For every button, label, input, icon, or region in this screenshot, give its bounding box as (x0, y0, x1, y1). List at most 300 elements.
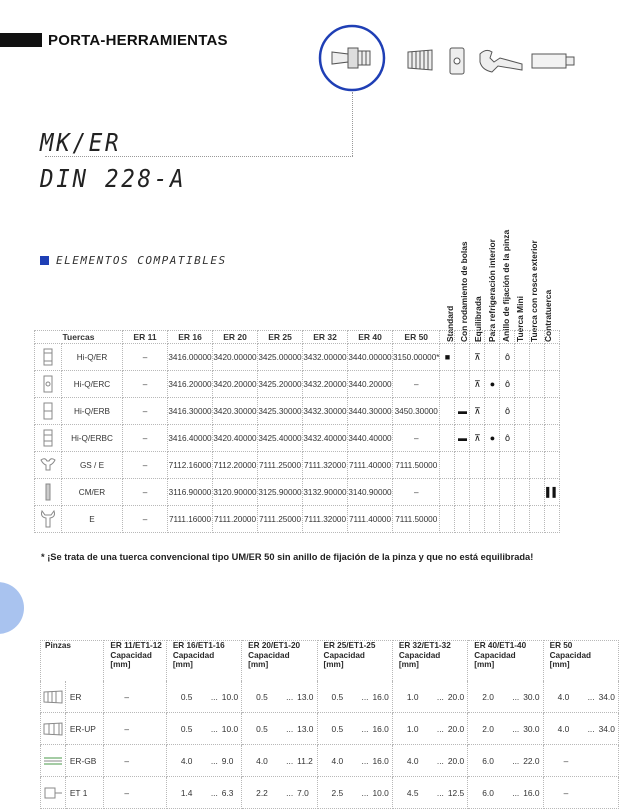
capacity-min: 0.5 (331, 723, 344, 734)
feature-mark (515, 371, 530, 398)
footnote: * ¡Se trata de una tuerca convencional tipo UM/ER 50 sin anillo de fijación de la pinza y que no está equilibrada! (41, 552, 534, 562)
nut-hiq-erbc-icon (35, 425, 62, 452)
feature-mark: ⊼ (470, 425, 485, 452)
product-title-line1: MK/ER (40, 128, 122, 157)
nuts-header-row (35, 331, 560, 344)
collet-icon[interactable] (404, 44, 436, 76)
collet-unit: [mm] (248, 660, 269, 669)
nut-part-number: 3420.20000 (213, 371, 258, 398)
capacity-sep: ... (210, 723, 218, 734)
nuts-col-header: ER 25 (258, 331, 303, 344)
capacity-sep: ... (512, 755, 520, 766)
collet-capacity (317, 681, 392, 713)
toolholder-icon-highlighted[interactable] (318, 24, 386, 92)
collet-capacity (166, 777, 241, 809)
feature-mark (530, 479, 545, 506)
feature-col (530, 331, 545, 344)
nut-part-number: 3432.20000 (303, 371, 348, 398)
nut-name: E (62, 506, 123, 533)
capacity-max: 16.0 (372, 723, 389, 734)
nuts-col-header: ER 50 (393, 331, 440, 344)
feature-mark: ● (485, 371, 500, 398)
capacity-min: 2.2 (256, 787, 268, 798)
collet-et1-icon (41, 777, 66, 809)
capacity-sep: ... (361, 691, 369, 702)
collets-col-header (543, 641, 618, 682)
capacity-max: 12.5 (447, 787, 465, 798)
feature-mark (485, 506, 500, 533)
feature-header: Con rodamiento de bolas (459, 241, 469, 342)
feature-header: Equilibrada (473, 296, 483, 342)
feature-mark (455, 371, 470, 398)
capacity-min: 2.5 (331, 787, 344, 798)
capacity-min: 0.5 (180, 691, 193, 702)
capacity-max: 30.0 (523, 691, 540, 702)
feature-mark (470, 479, 485, 506)
collets-row (41, 745, 619, 777)
capacity-max: 16.0 (372, 755, 389, 766)
nuts-row (35, 506, 560, 533)
collet-capacity (317, 777, 392, 809)
collet-size: ER 40/ET1-40 (474, 641, 527, 650)
collet-capacity (317, 713, 392, 745)
capacity-sep: ... (361, 723, 369, 734)
nut-hiq-er-icon (35, 344, 62, 371)
nut-part-number: 7112.16000 (168, 452, 213, 479)
page-tab-circle (0, 582, 24, 634)
nut-cm-icon (35, 479, 62, 506)
nut-part-number: 3425.20000 (258, 371, 303, 398)
nuts-col-header: ER 20 (213, 331, 258, 344)
collet-capacity (242, 777, 317, 809)
feature-header: Anillo de fijación de la pinza (501, 229, 511, 342)
collet-unit: [mm] (549, 660, 570, 669)
capacity-max: 6.3 (221, 787, 234, 798)
section-label: ELEMENTOS COMPATIBLES (56, 254, 227, 267)
feature-mark (530, 344, 545, 371)
capacity-max: 10.0 (372, 787, 389, 798)
nut-part-number: 3116.90000 (168, 479, 213, 506)
nut-part-number: 3420.30000 (213, 398, 258, 425)
collet-capacity (104, 713, 166, 745)
feature-mark (455, 506, 470, 533)
nut-part-number: 3432.30000 (303, 398, 348, 425)
feature-mark (530, 506, 545, 533)
feature-mark (455, 452, 470, 479)
collet-type: ER (65, 681, 104, 713)
capacity-max: 13.0 (297, 691, 314, 702)
collet-capacity (104, 681, 166, 713)
collet-unit: [mm] (110, 660, 131, 669)
capacity-min: 4.0 (406, 755, 419, 766)
capacity-sep: ... (436, 723, 444, 734)
feature-col (470, 331, 485, 344)
nut-part-number: 3450.30000 (393, 398, 440, 425)
collet-size: ER 50 (549, 641, 573, 650)
feature-mark: ô (500, 398, 515, 425)
collet-unit: [mm] (323, 660, 344, 669)
nut-name: Hi-Q/ER (62, 344, 123, 371)
nut-part-number: 3120.90000 (213, 479, 258, 506)
feature-mark (530, 425, 545, 452)
collet-capacity (392, 745, 467, 777)
collet-capacity-label: Capacidad (323, 650, 365, 660)
capacity-sep: ... (286, 723, 294, 734)
collet-size: ER 20/ET1-20 (248, 641, 301, 650)
nut-part-number: 7111.50000 (393, 452, 440, 479)
nut-part-number: 3416.20000 (168, 371, 213, 398)
nut-part-number: – (123, 425, 168, 452)
collet-er-up-icon (41, 713, 66, 745)
collets-col-header (242, 641, 317, 682)
collet-type: ET 1 (65, 777, 104, 809)
feature-mark (545, 452, 560, 479)
feature-mark (440, 398, 455, 425)
collet-unit: [mm] (474, 660, 495, 669)
capacity-max: 22.0 (523, 755, 540, 766)
feature-mark: ⊼ (470, 371, 485, 398)
nut-part-number: – (393, 371, 440, 398)
capacity-sep: ... (286, 787, 294, 798)
feature-mark (545, 398, 560, 425)
feature-mark (530, 452, 545, 479)
nut-part-number: – (123, 479, 168, 506)
capacity-max: 30.0 (523, 723, 540, 734)
product-title-line2: DIN 228-A (40, 164, 187, 193)
feature-col (455, 331, 470, 344)
capacity-min: 1.4 (180, 787, 193, 798)
nuts-col-header: Tuercas (35, 331, 123, 344)
collet-capacity (543, 713, 618, 745)
capacity-min: 4.0 (256, 755, 268, 766)
collet-capacity (468, 713, 543, 745)
feature-mark: ▬ (455, 425, 470, 452)
feature-mark (440, 506, 455, 533)
feature-mark (515, 398, 530, 425)
feature-mark (515, 452, 530, 479)
collet-capacity-label: Capacidad (549, 650, 592, 660)
nut-part-number: 3416.30000 (168, 398, 213, 425)
feature-mark (470, 506, 485, 533)
nut-part-number: – (123, 452, 168, 479)
nut-part-number: 7111.20000 (213, 506, 258, 533)
capacity-min: 2.0 (482, 691, 494, 702)
capacity-sep: ... (587, 723, 595, 734)
feature-mark: ⊼ (470, 398, 485, 425)
capacity-sep: ... (436, 787, 444, 798)
capacity-min: 4.0 (557, 723, 570, 734)
nut-part-number: 3432.00000 (303, 344, 348, 371)
collet-capacity (242, 681, 317, 713)
collet-capacity (166, 745, 241, 777)
feature-header: Contratuerca (543, 289, 553, 342)
nuts-row (35, 425, 560, 452)
nut-part-number: 7111.50000 (393, 506, 440, 533)
capacity-na: – (124, 755, 130, 766)
feature-mark (515, 506, 530, 533)
capacity-sep: ... (436, 755, 444, 766)
feature-mark (530, 371, 545, 398)
feature-mark (440, 425, 455, 452)
feature-mark (545, 344, 560, 371)
capacity-min: 4.0 (557, 691, 570, 702)
capacity-max: 7.0 (297, 787, 309, 798)
feature-mark: ▌▌ (545, 479, 560, 506)
collet-capacity-label: Capacidad (398, 650, 441, 660)
nut-part-number: 3125.90000 (258, 479, 303, 506)
collet-capacity (242, 713, 317, 745)
feature-col (500, 331, 515, 344)
nut-part-number: 3440.30000 (348, 398, 393, 425)
nut-part-number: 3432.40000 (303, 425, 348, 452)
nut-name: Hi-Q/ERB (62, 398, 123, 425)
feature-mark (500, 479, 515, 506)
capacity-sep: ... (436, 691, 444, 702)
feature-mark (485, 344, 500, 371)
feature-col (485, 331, 500, 344)
collets-title: Pinzas (41, 641, 104, 682)
nut-part-number: 3440.00000 (348, 344, 393, 371)
nut-part-number: 3420.00000 (213, 344, 258, 371)
feature-header: Tuerca Mini (515, 296, 525, 342)
nut-part-number: 3425.30000 (258, 398, 303, 425)
nuts-row (35, 398, 560, 425)
collets-row (41, 713, 619, 745)
collet-capacity (543, 745, 618, 777)
nut-part-number: 3416.40000 (168, 425, 213, 452)
capacity-na: – (124, 787, 130, 798)
feature-col (545, 331, 560, 344)
capacity-sep: ... (210, 691, 218, 702)
nut-name: CM/ER (62, 479, 123, 506)
capacity-min: 4.0 (331, 755, 344, 766)
feature-mark (485, 479, 500, 506)
collet-type: ER-UP (65, 713, 104, 745)
feature-mark: ▬ (455, 398, 470, 425)
feature-mark: ô (500, 344, 515, 371)
feature-mark (545, 425, 560, 452)
capacity-max: 20.0 (447, 723, 465, 734)
capacity-min: 0.5 (256, 723, 268, 734)
collets-row (41, 777, 619, 809)
nut-name: Hi-Q/ERBC (62, 425, 123, 452)
capacity-max: 13.0 (297, 723, 314, 734)
capacity-sep: ... (210, 755, 218, 766)
nuts-row (35, 452, 560, 479)
nuts-row (35, 479, 560, 506)
collet-capacity (392, 777, 467, 809)
capacity-na: – (124, 691, 130, 702)
feature-mark: ● (485, 425, 500, 452)
nut-part-number: – (393, 425, 440, 452)
nut-part-number: 7111.25000 (258, 452, 303, 479)
feature-col (440, 331, 455, 344)
nut-part-number: 3440.20000 (348, 371, 393, 398)
capacity-min: 0.5 (180, 723, 193, 734)
collet-capacity (242, 745, 317, 777)
collets-col-header (104, 641, 166, 682)
capacity-na: – (563, 787, 569, 798)
feature-mark (485, 398, 500, 425)
collet-capacity (468, 681, 543, 713)
nut-part-number: – (123, 506, 168, 533)
collet-capacity (468, 777, 543, 809)
page-header-title: PORTA-HERRAMIENTAS (48, 32, 228, 49)
feature-mark (440, 371, 455, 398)
capacity-max: 34.0 (598, 691, 615, 702)
nut-part-number: 3140.90000 (348, 479, 393, 506)
feature-mark (470, 452, 485, 479)
feature-mark (545, 371, 560, 398)
collet-capacity (543, 777, 618, 809)
collets-col-header (166, 641, 241, 682)
nuts-row (35, 344, 560, 371)
nut-part-number: 3150.00000* (393, 344, 440, 371)
feature-header: Tuerca con rosca exterior (529, 240, 539, 342)
nut-part-number: 3420.40000 (213, 425, 258, 452)
wrench-e-icon (35, 506, 62, 533)
capacity-max: 20.0 (447, 691, 465, 702)
nut-name: Hi-Q/ERC (62, 371, 123, 398)
capacity-max: 16.0 (372, 691, 389, 702)
connector-vertical (352, 92, 353, 156)
feature-mark (515, 344, 530, 371)
nut-icon[interactable] (446, 46, 468, 76)
nut-part-number: – (123, 344, 168, 371)
capacity-sep: ... (512, 787, 520, 798)
nut-part-number: 3425.00000 (258, 344, 303, 371)
collets-header-row (41, 641, 619, 682)
capacity-sep: ... (286, 755, 294, 766)
capacity-min: 1.0 (406, 691, 419, 702)
nut-part-number: 7111.25000 (258, 506, 303, 533)
capacity-min: 6.0 (482, 755, 494, 766)
nut-part-number: – (393, 479, 440, 506)
nuts-col-header: ER 16 (168, 331, 213, 344)
feature-mark: ■ (440, 344, 455, 371)
collet-unit: [mm] (172, 660, 193, 669)
feature-header: Standard (445, 305, 455, 342)
feature-mark (545, 506, 560, 533)
nuts-row (35, 371, 560, 398)
feature-col (515, 331, 530, 344)
nut-part-number: 3132.90000 (303, 479, 348, 506)
capacity-sep: ... (361, 787, 369, 798)
capacity-sep: ... (512, 691, 520, 702)
capacity-min: 6.0 (482, 787, 494, 798)
capacity-min: 4.5 (406, 787, 419, 798)
capacity-sep: ... (210, 787, 218, 798)
capacity-sep: ... (512, 723, 520, 734)
capacity-min: 4.0 (180, 755, 193, 766)
nut-part-number: 3416.00000 (168, 344, 213, 371)
nut-part-number: 7111.40000 (348, 452, 393, 479)
collet-capacity-label: Capacidad (172, 650, 215, 660)
feature-mark: ô (500, 371, 515, 398)
nut-part-number: 7111.40000 (348, 506, 393, 533)
nut-part-number: – (123, 371, 168, 398)
collet-capacity (392, 713, 467, 745)
feature-mark (440, 452, 455, 479)
feature-header: Para refrigeración interior (487, 239, 497, 342)
capacity-max: 9.0 (221, 755, 234, 766)
capacity-max: 10.0 (221, 691, 239, 702)
feature-mark (455, 344, 470, 371)
feature-mark (515, 425, 530, 452)
collet-size: ER 16/ET1-16 (172, 641, 225, 650)
nut-part-number: 7112.20000 (213, 452, 258, 479)
collet-unit: [mm] (398, 660, 419, 669)
nut-part-number: 7111.32000 (303, 506, 348, 533)
capacity-max: 10.0 (221, 723, 239, 734)
collet-size: ER 25/ET1-25 (323, 641, 376, 650)
capacity-na: – (124, 723, 130, 734)
capacity-max: 20.0 (447, 755, 465, 766)
wrench-icon[interactable] (478, 46, 526, 76)
collet-capacity (166, 713, 241, 745)
collet-capacity (392, 681, 467, 713)
wrench-gs-icon (35, 452, 62, 479)
nut-part-number: 3440.40000 (348, 425, 393, 452)
collet-capacity (104, 745, 166, 777)
capacity-na: – (563, 755, 569, 766)
feature-mark: ⊼ (470, 344, 485, 371)
nut-name: GS / E (62, 452, 123, 479)
nuts-table (34, 330, 560, 533)
nut-hiq-erc-icon (35, 371, 62, 398)
collet-capacity-label: Capacidad (110, 650, 152, 660)
section-bullet (40, 256, 49, 265)
collet-er-gb-icon (41, 745, 66, 777)
collet-capacity-label: Capacidad (474, 650, 516, 660)
feature-mark (455, 479, 470, 506)
feature-mark (515, 479, 530, 506)
capacity-min: 0.5 (256, 691, 268, 702)
capacity-sep: ... (587, 691, 595, 702)
nut-part-number: 7111.16000 (168, 506, 213, 533)
collet-capacity (166, 681, 241, 713)
capacity-max: 16.0 (523, 787, 540, 798)
collet-size: ER 11/ET1-12 (110, 641, 162, 650)
collets-col-header (392, 641, 467, 682)
feature-mark (500, 452, 515, 479)
header-bar (0, 33, 42, 47)
feature-mark (485, 452, 500, 479)
collets-row (41, 681, 619, 713)
collets-col-header (468, 641, 543, 682)
nuts-col-header: ER 11 (123, 331, 168, 344)
collet-capacity (468, 745, 543, 777)
nut-part-number: 3425.40000 (258, 425, 303, 452)
collet-er-icon (41, 681, 66, 713)
capacity-min: 2.0 (482, 723, 494, 734)
collet-type: ER-GB (65, 745, 104, 777)
capacity-sep: ... (361, 755, 369, 766)
feature-mark (500, 506, 515, 533)
collet-capacity (543, 681, 618, 713)
nut-part-number: 7111.32000 (303, 452, 348, 479)
feature-mark (440, 479, 455, 506)
collet-capacity (104, 777, 166, 809)
capacity-max: 11.2 (297, 755, 313, 766)
collets-table (40, 640, 619, 809)
collet-capacity (317, 745, 392, 777)
nuts-col-header: ER 32 (303, 331, 348, 344)
extension-icon[interactable] (530, 50, 578, 72)
collet-size: ER 32/ET1-32 (398, 641, 451, 650)
collet-capacity-label: Capacidad (248, 650, 290, 660)
nuts-col-header: ER 40 (348, 331, 393, 344)
